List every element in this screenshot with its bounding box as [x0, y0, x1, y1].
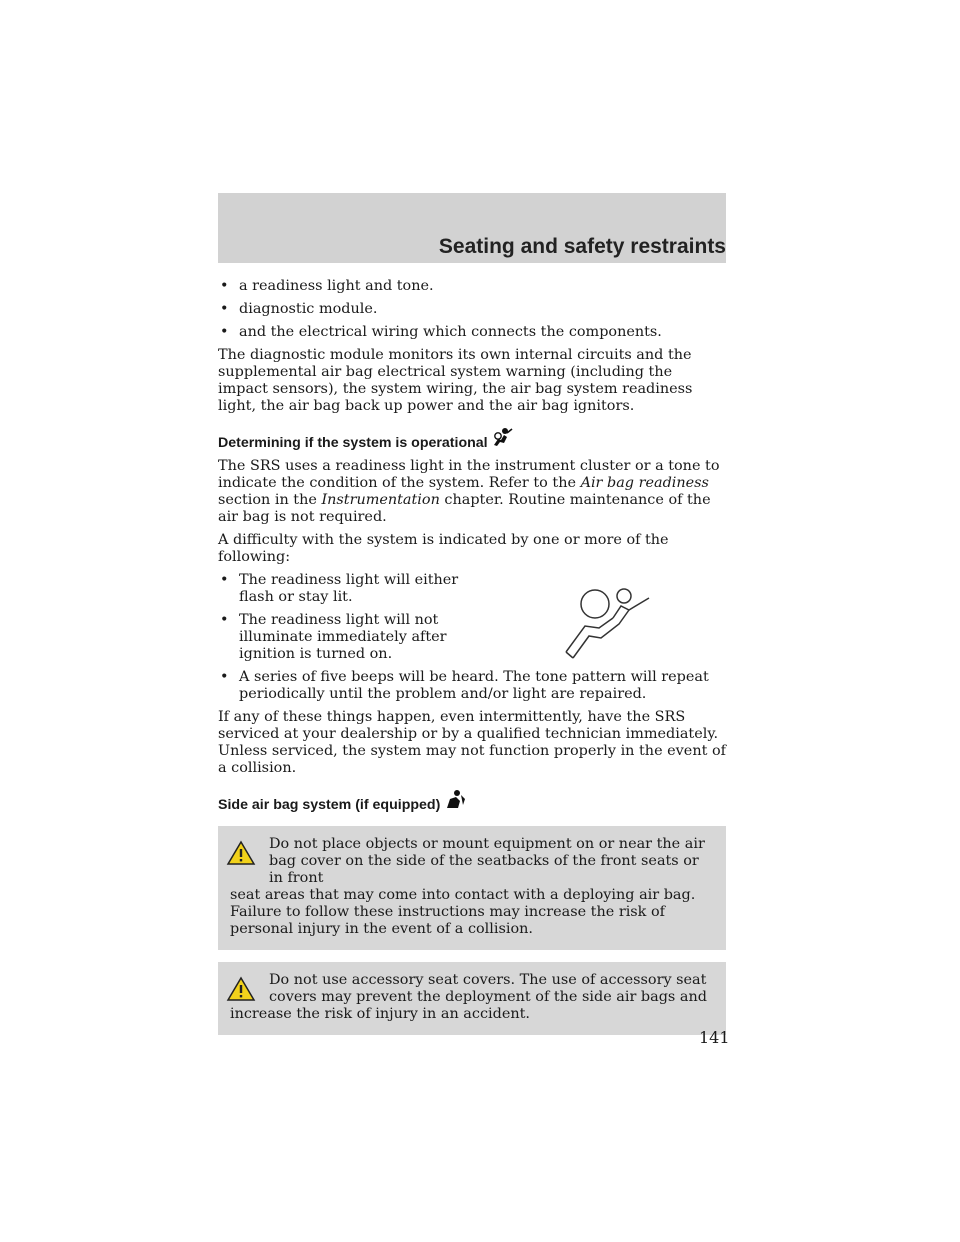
warning-icon: [226, 840, 256, 871]
warning-text: Do not use accessory seat covers. The use of accessory seat covers may prevent the deployment of the side air bags and: [269, 972, 707, 1005]
airbag-readiness-light-icon: [563, 586, 651, 667]
reference-link: Air bag readiness: [580, 475, 709, 491]
page-number: 141: [699, 1028, 730, 1047]
warning-box: [218, 962, 726, 1035]
section-heading-text: Side air bag system (if equipped): [218, 797, 441, 813]
page-content: [218, 278, 726, 1043]
list-item: • a readiness light and tone.: [218, 278, 726, 295]
page-title: Seating and safety restraints: [438, 235, 726, 258]
bullets-with-illustration: [218, 572, 726, 663]
header-band: [218, 193, 726, 263]
warning-box: [218, 826, 726, 950]
list-item: • The readiness light will either flash or stay lit.: [218, 572, 479, 606]
section-heading: [218, 789, 726, 814]
section-heading-text: Determining if the system is operational: [218, 435, 488, 451]
list-item: • The readiness light will not illuminate immediately after ignition is turned on.: [218, 612, 479, 663]
list-item: • A series of five beeps will be heard. The tone pattern will repeat periodically until the problem and/or light are repaired.: [218, 669, 726, 703]
warning-text: Do not place objects or mount equipment on or near the air bag cover on the side of the seatbacks of the front seats or in front: [269, 836, 705, 886]
reference-link: Instrumentation: [321, 492, 440, 508]
list-item: • diagnostic module.: [218, 301, 726, 318]
warning-text: seat areas that may come into contact with a deploying air bag. Failure to follow these instructions may increase the risk of personal injury in the event of a collision.: [230, 887, 696, 937]
side-airbag-icon: [444, 789, 466, 814]
paragraph: The SRS uses a readiness light in the instrument cluster or a tone to indicate the condition of the system. Refer to the Air bag readiness section in the Instrumentation chapter. Routine maintenance of the air bag is not required.: [218, 458, 720, 525]
section-heading: [218, 427, 726, 452]
paragraph: If any of these things happen, even intermittently, have the SRS serviced at your dealership or by a qualified technician immediately. Unless serviced, the system may not function properly in the event of a collision.: [218, 709, 726, 776]
paragraph: The diagnostic module monitors its own internal circuits and the supplemental air bag electrical system warning (including the impact sensors), the system wiring, the air bag system readiness light, the air bag back up power and the air bag ignitors.: [218, 347, 693, 414]
paragraph: A difficulty with the system is indicated by one or more of the following:: [218, 532, 669, 565]
list-item: • and the electrical wiring which connects the components.: [218, 324, 726, 341]
warning-text: increase the risk of injury in an accident.: [230, 1006, 530, 1022]
warning-icon: [226, 976, 256, 1007]
airbag-warning-icon: [492, 427, 514, 452]
